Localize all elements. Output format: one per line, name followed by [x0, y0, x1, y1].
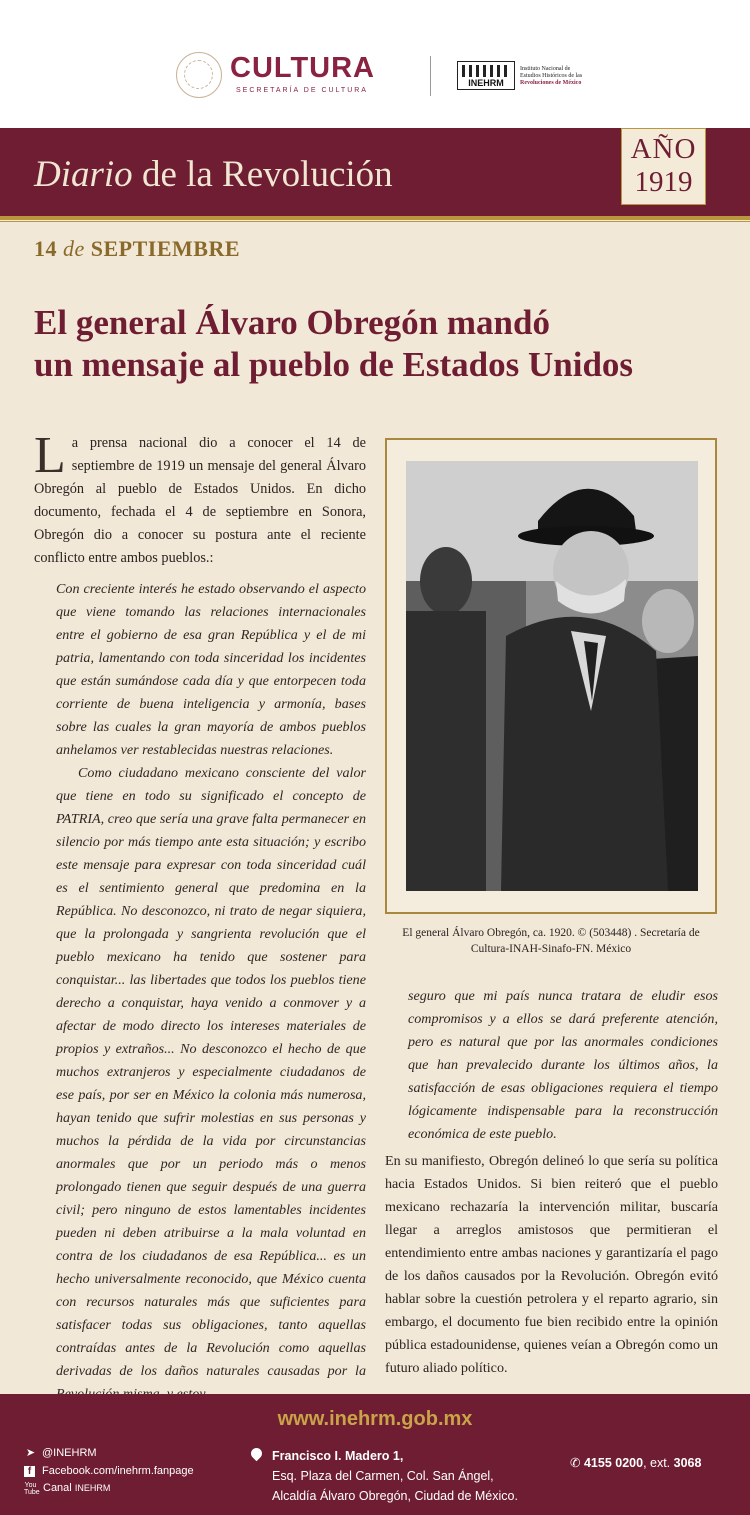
- logo-divider: [430, 56, 431, 96]
- ext-label: , ext.: [643, 1456, 671, 1470]
- facebook-icon: f: [24, 1466, 35, 1477]
- secretaria-label: SECRETARÍA DE CULTURA: [236, 87, 368, 94]
- institute-line: Instituto Nacional de: [520, 66, 571, 72]
- intro-text: a prensa nacional dio a conocer el 14 de septiembre de 1919 un mensaje del general Álvaro Obregón al pueblo de Estados Unidos. En dicho documento, fechada el 4 de septiembre en Sonora, Obregón dio a conocer su postura ante el reciente conflicto entre ambos pueblos.:: [34, 435, 366, 566]
- article-headline: [34, 302, 724, 386]
- drop-cap: L: [34, 427, 66, 484]
- youtube-prefix: Canal: [43, 1482, 72, 1494]
- intro-paragraph: [34, 427, 366, 570]
- facebook-link[interactable]: [24, 1463, 194, 1481]
- phone-number[interactable]: 4155 0200: [583, 1456, 644, 1470]
- photo-frame: [385, 438, 717, 914]
- institute-line: Revoluciones de México: [520, 80, 582, 86]
- twitter-icon: ➤: [25, 1447, 36, 1459]
- social-links: [24, 1445, 194, 1498]
- year-value: 1919: [634, 166, 693, 198]
- quote-paragraph: Como ciudadano mexicano consciente del valor que tiene en todo su significado el concepto de PATRIA, creo que sería una grave falta permanecer en silencio por más tiempo ante esta situación; y escribo este mensaje para expresar con toda sinceridad cuál es el sentimiento general que predomina en la República. No desconozco, ni trato de negar siquiera, que la prolongada y sangrienta revolución que el pueblo mexicano ha tenido que sostener para conquistar... las libertades que todos los pueblos tiene derecho a conquistar, haya venido a conmover y a afectar de modo directo los intereses materiales de propios y extraños... No desconozco el hecho de que muchos extranjeros y especialmente ciudadanos de ese país, por ser en México la colonia más numerosa, hayan tenido que sufrir molestias en sus personas y muchos la pérdida de la vida por circunstancias anormales que por un periodo más o menos prolongado tienen que seguir después de una guerra civil; pero ninguno de estos lamentables incidentes pueden ni deben atribuirse a la mala voluntad en contra de los ciudadanos de esa República... es un hecho universalmente reconocido, que México cuenta con recursos naturales más que suficientes para satisfacer todas sus obligaciones, tanto aquellas contraídas antes de la Revolución como aquellas derivadas de los daños naturales causadas por la: [56, 765, 366, 1379]
- website-link[interactable]: www.inehrm.gob.mx: [277, 1408, 473, 1430]
- gold-divider-thin: [0, 221, 750, 222]
- inehrm-logo-label: INEHRM: [468, 78, 504, 88]
- obregon-photo: [406, 461, 698, 891]
- closing-paragraph: En su manifiesto, Obregón delineó lo que sería su política hacia Estados Unidos. Si bien reiteró que el pueblo mexicano rechazaría la intervención militar, buscaría llegar a arreglos amistosos que permitieran el entendimiento entre ambas naciones y garantizaría el pago de los daños causados por la Revolución. Obregón evitó hablar sobre la cuestión petrolera y el reparto agrario, sin embargo, el documento fue bien recibido entre la opinión pública estadounidense, quienes veían a Obregón como un futuro aliado político.: [385, 1153, 718, 1376]
- series-title-italic: Diario: [34, 154, 133, 195]
- gold-divider: [0, 216, 750, 220]
- caption-line: Cultura-INAH-Sinafo-FN. México: [470, 943, 632, 955]
- photo-caption: [385, 925, 717, 957]
- youtube-channel: INEHRM: [74, 1483, 111, 1493]
- date-de: de: [63, 236, 85, 261]
- national-seal-icon: [176, 52, 222, 98]
- headline-line: un mensaje al pueblo de Estados Unidos: [34, 345, 634, 384]
- logo-bar: [0, 0, 750, 128]
- inehrm-logo-icon: [457, 61, 515, 90]
- address-line: Esq. Plaza del Carmen, Col. San Ángel,: [272, 1469, 494, 1483]
- caption-line: El general Álvaro Obregón, ca. 1920. © (503448) . Secretaría de: [402, 927, 700, 939]
- facebook-url: Facebook.com/inehrm.fanpage: [42, 1464, 194, 1477]
- twitter-handle: @INEHRM: [42, 1447, 97, 1459]
- quoted-message-continued: seguro que mi país nunca tratara de eludir esos compromisos y a ellos se dará preferente atención, pero es natural que por las anormales condiciones que han prevalecido durante los últimos años, la satisfacción de esas obligaciones requiera el tiempo lógicamente indispensable para la reconstrucción económica de este pueblo.: [408, 988, 718, 1142]
- year-badge: [621, 128, 706, 205]
- phone-block: [570, 1455, 701, 1470]
- youtube-link[interactable]: [24, 1480, 194, 1498]
- youtube-icon: You Tube: [24, 1481, 40, 1496]
- date-month: SEPTIEMBRE: [90, 236, 241, 261]
- address-block: [255, 1446, 518, 1506]
- institute-line: Estudios Históricos de las: [520, 73, 583, 79]
- article-date: [34, 236, 240, 262]
- institute-name: [520, 66, 600, 87]
- phone-icon: ✆: [570, 1456, 581, 1470]
- date-day: 14: [34, 236, 57, 261]
- year-label: AÑO: [630, 133, 697, 165]
- series-title: [34, 153, 393, 196]
- address-line: Francisco I. Madero 1,: [272, 1449, 404, 1463]
- ext-number: 3068: [673, 1456, 702, 1470]
- headline-line: El general Álvaro Obregón mandó: [34, 303, 550, 342]
- address-line: Alcaldía Álvaro Obregón, Ciudad de México.: [272, 1489, 518, 1503]
- cultura-logo-text: CULTURA: [230, 52, 375, 84]
- quoted-message: [56, 578, 366, 1406]
- twitter-link[interactable]: [24, 1445, 194, 1463]
- series-title-rest: de la Revolución: [132, 154, 393, 195]
- quote-paragraph: Con creciente interés he estado observando el aspecto que viene tomando las relaciones internacionales entre el gobierno de esa gran República y el de mi patria, lamentando con toda sinceridad los incidentes que están sumándose cada día y que entorpecen toda corriente de buena inteligencia y armonía, bases sobre las cuales la gran mayoría de ambos pueblos anhelamos ver restablecidas nuestras relaciones.: [56, 581, 366, 758]
